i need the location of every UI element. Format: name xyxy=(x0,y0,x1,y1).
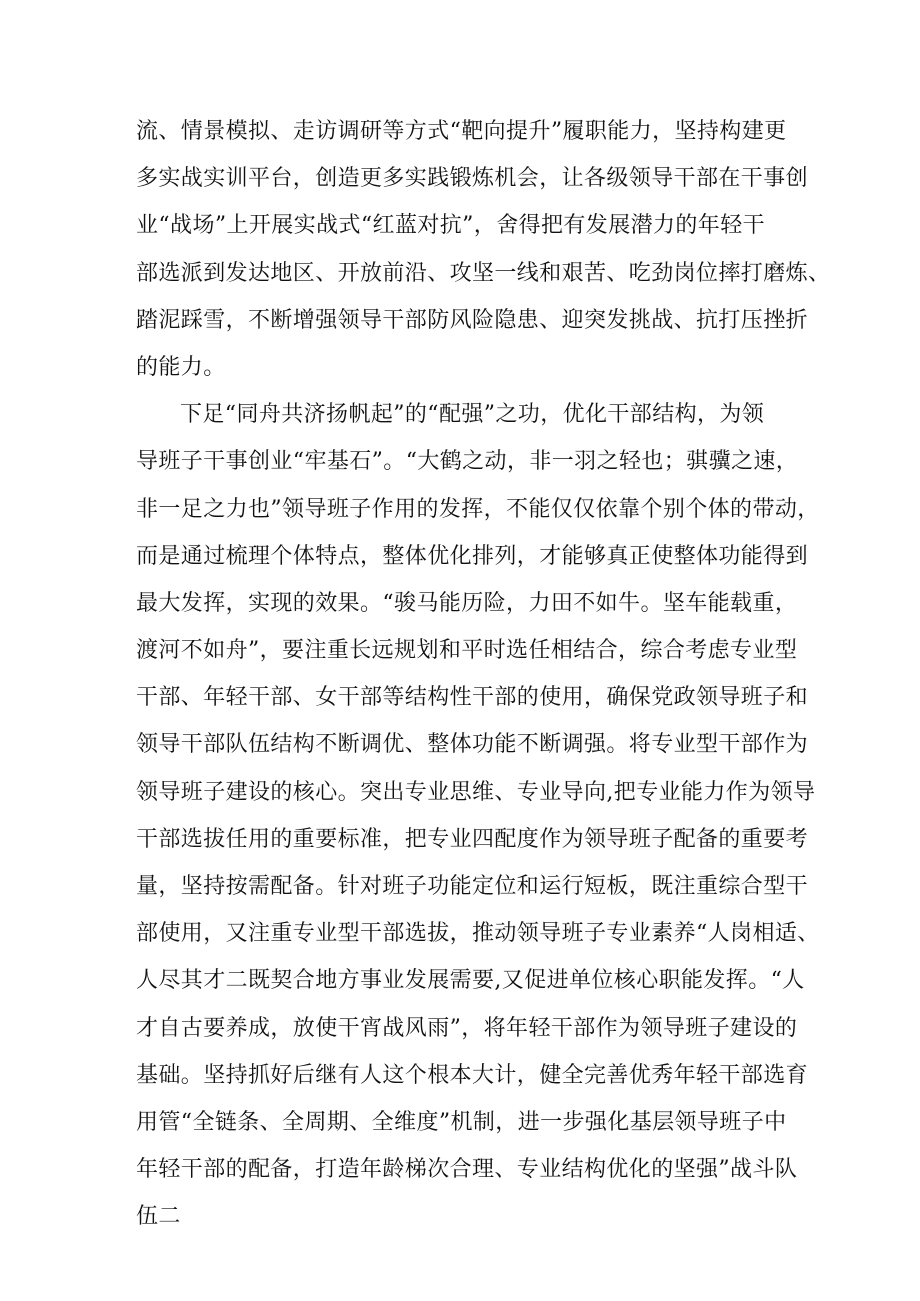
text-line: 干部、年轻干部、女干部等结构性干部的使用，确保党政领导班子和 xyxy=(136,685,809,711)
text-line: 年轻干部的配备，打造年龄梯次合理、专业结构优化的坚强”战斗队 xyxy=(136,1157,798,1183)
text-line: 业“战场”上开展实战式“红蓝对抗”，舍得把有发展潜力的年轻干 xyxy=(136,213,765,239)
text-line: 而是通过梳理个体特点，整体优化排列，才能够真正使整体功能得到 xyxy=(136,543,809,569)
text-line: 伍二 xyxy=(136,1204,181,1230)
text-line: 人尽其才二既契合地方事业发展需要,又促进单位核心职能发挥。“人 xyxy=(136,968,805,994)
text-line: 渡河不如舟”，要注重长远规划和平时选任相结合，综合考虑专业型 xyxy=(136,638,798,664)
text-line: 部选派到发达地区、开放前沿、攻坚一线和艰苦、吃劲岗位摔打磨炼、 xyxy=(136,260,831,286)
text-line: 的能力。 xyxy=(136,354,226,380)
text-line: 干部选拔任用的重要标准，把专业四配度作为领导班子配备的重要考 xyxy=(136,826,809,852)
text-line: 流、情景模拟、走访调研等方式“靶向提升”履职能力，坚持构建更 xyxy=(136,119,787,144)
text-line: 量，坚持按需配备。针对班子功能定位和运行短板，既注重综合型干 xyxy=(136,874,809,899)
text-line: 最大发挥，实现的效果。“骏马能历险，力田不如牛。坚车能载重， xyxy=(136,590,798,616)
text-line: 领导班子建设的核心。突出专业思维、专业导向,把专业能力作为领导 xyxy=(136,779,816,805)
text-line: 非一足之力也”领导班子作用的发挥，不能仅仅依靠个别个体的带动， xyxy=(136,496,820,522)
body-text xyxy=(136,108,831,1241)
text-line: 用管“全链条、全周期、全维度”机制，进一步强化基层领导班子中 xyxy=(136,1109,787,1135)
text-line: 基础。坚持抓好后继有人这个根本大计，健全完善优秀年轻干部选育 xyxy=(136,1062,809,1088)
text-line: 部使用，又注重专业型干部选拔，推动领导班子专业素养“人岗相适、 xyxy=(136,921,820,947)
paragraph-first-line: 下足“同舟共济扬帆起”的“配强”之功，优化干部结构，为领 xyxy=(180,402,765,428)
text-line: 领导干部队伍结构不断调优、整体功能不断调强。将专业型干部作为 xyxy=(136,732,809,758)
text-line: 多实战实训平台，创造更多实践锻炼机会，让各级领导干部在干事创 xyxy=(136,166,809,192)
text-line: 才自古要养成，放使干宵战风雨”，将年轻干部作为领导班子建设的 xyxy=(136,1015,798,1041)
text-line: 踏泥踩雪，不断增强领导干部防风险隐患、迎突发挑战、抗打压挫折 xyxy=(136,307,809,333)
text-line: 导班子干事创业“牢基石”。“大鹤之动，非一羽之轻也；骐骥之速， xyxy=(136,449,799,475)
